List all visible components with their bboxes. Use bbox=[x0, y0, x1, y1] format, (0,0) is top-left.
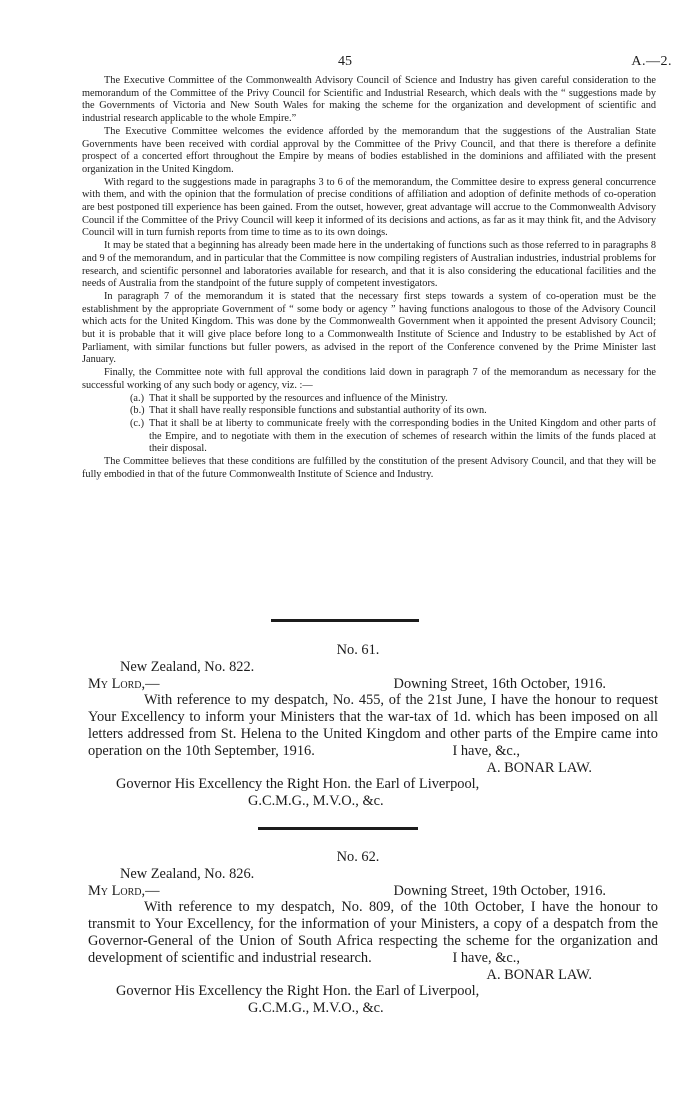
salutation: My Lord,— bbox=[88, 882, 160, 899]
condition-item bbox=[130, 393, 656, 406]
despatch-signature: A. BONAR LAW. bbox=[486, 966, 592, 983]
condition-key: (b.) bbox=[130, 405, 145, 417]
condition-key: (c.) bbox=[130, 417, 145, 429]
conditions-list bbox=[82, 393, 656, 457]
memorandum-paragraph: Finally, the Committee note with full approval the conditions laid down in paragraph 7 of the memorandum as necessary for the successful working of any such body or agency, viz. :— bbox=[82, 367, 656, 391]
condition-key: (a.) bbox=[130, 392, 145, 404]
despatch-reference: New Zealand, No. 822. bbox=[120, 658, 255, 675]
despatch-addressee: Governor His Excellency the Right Hon. the Earl of Liverpool, bbox=[116, 983, 480, 1000]
despatch-addressee: Governor His Excellency the Right Hon. the Earl of Liverpool, bbox=[116, 776, 480, 793]
despatch-number: No. 62. bbox=[336, 849, 380, 865]
document-reference: A.—2. bbox=[631, 54, 672, 69]
despatch-reference: New Zealand, No. 826. bbox=[120, 865, 255, 882]
condition-item bbox=[130, 405, 656, 418]
addressee-honours: G.C.M.G., M.V.O., &c. bbox=[248, 793, 384, 810]
despatch-61 bbox=[88, 642, 658, 810]
despatch-closing: I have, &c., bbox=[452, 949, 520, 966]
section-divider bbox=[258, 827, 418, 830]
memorandum-section bbox=[82, 75, 656, 482]
condition-text: That it shall have really responsible functions and substantial authority of its own. bbox=[149, 405, 487, 417]
memorandum-paragraph: With regard to the suggestions made in paragraphs 3 to 6 of the memorandum, the Committee desire to express general concurrence with them, and with the opinion that the formulation of precise conditions of affiliation and adoption of definite methods of co-operation are best postponed till experience has been gained. From the outset, however, great advantage will accrue to the Commonwealth Advisory Council if the Committee of the Privy Council will keep it informed of its decisions and actions, as far as it may think fit, and the Advisory Council will in turn furnish reports from time to time as to its own doings. bbox=[82, 176, 656, 239]
memorandum-paragraph: In paragraph 7 of the memorandum it is stated that the necessary first steps towards a system of co-operation must be the establishment by the appropriate Government of “ some body or agency ” having functions analogous to those of the Advisory Council which acts for the United Kingdom. This was done by the Commonwealth Government when it appointed the present Advisory Council; but it is probable that it will give place before long to a Commonwealth Institute of Science and Industry to be established by Act of Parliament, with similar functions but fuller powers, as advised in the report of the Conference convened by the Prime Minister last January. bbox=[82, 290, 656, 366]
despatch-closing: I have, &c., bbox=[452, 742, 520, 759]
salutation-line bbox=[88, 676, 658, 693]
memorandum-paragraph: It may be stated that a beginning has already been made here in the undertaking of functions such as those referred to in paragraphs 8 and 9 of the memorandum, and in particular that the Committee is now compiling registers of Australian industries, industrial problems for research, and scientific personnel and laboratories available for research, and that it is also considering the educational facilities and the needs of Australia from the standpoint of the future supply of competent investigators. bbox=[82, 240, 656, 290]
condition-item bbox=[130, 418, 656, 456]
memorandum-paragraph: The Executive Committee of the Commonwealth Advisory Council of Science and Industry has given careful consideration to the memorandum of the Committee of the Privy Council for Scientific and Industrial Research, which deals with the “ suggestions made by the Governments of Victoria and New South Wales for making the scheme for the organization and development of scientific and industrial research applicable to the whole Empire.” bbox=[82, 75, 656, 125]
memorandum-closing-paragraph: The Committee believes that these conditions are fulfilled by the constitution of the present Advisory Council, and that they will be fully embodied in that of the future Commonwealth Institute of Science and Industry. bbox=[82, 456, 656, 480]
salutation: My Lord,— bbox=[88, 675, 160, 692]
page-number: 45 bbox=[338, 54, 352, 69]
salutation-line bbox=[88, 883, 658, 900]
memorandum-paragraph: The Executive Committee welcomes the evidence afforded by the memorandum that the suggestions of the Australian State Governments have been received with cordial approval by the Committee of the Privy Council, and that there is therefore a definite prospect of a concerted effort throughout the Empire by means of bodies established in the dominions and affiliated with the present organization in the United Kingdom. bbox=[82, 125, 656, 175]
despatch-number: No. 61. bbox=[336, 642, 380, 658]
condition-text: That it shall be at liberty to communicate freely with the corresponding bodies in the United Kingdom and other parts of the Empire, and to negotiate with them in the execution of schemes of research within the limits of the funds placed at their disposal. bbox=[149, 417, 656, 455]
section-divider bbox=[271, 619, 419, 622]
despatch-body: With reference to my despatch, No. 455, of the 21st June, I have the honour to request Your Excellency to inform your Ministers that the war-tax of 1d. which has been imposed on all letters addressed from St. Helena to the United Kingdom and other parts of the Empire came into operation on the 10th September, 1916. bbox=[88, 692, 658, 759]
addressee-honours: G.C.M.G., M.V.O., &c. bbox=[248, 1000, 384, 1017]
dateline: Downing Street, 19th October, 1916. bbox=[393, 882, 606, 899]
despatch-body: With reference to my despatch, No. 809, of the 10th October, I have the honour to transmit to Your Excellency, for the information of your Ministers, a copy of a despatch from the Governor-General of the Union of South Africa respecting the scheme for the organization and development of scientific and industrial research. bbox=[88, 899, 658, 966]
condition-text: That it shall be supported by the resources and influence of the Ministry. bbox=[149, 392, 448, 404]
despatch-signature: A. BONAR LAW. bbox=[486, 759, 592, 776]
despatch-62 bbox=[88, 849, 658, 1017]
dateline: Downing Street, 16th October, 1916. bbox=[393, 675, 606, 692]
